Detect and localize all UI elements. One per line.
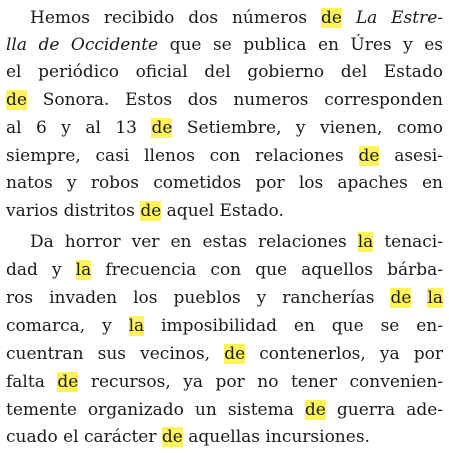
highlight-word: la [357, 232, 374, 252]
text-segment: falta [6, 372, 45, 392]
highlight-word: de [358, 146, 380, 166]
text-segment: contenerlos, ya por [259, 344, 443, 364]
paragraph-1-line-4 [6, 88, 443, 112]
paragraph-2-line-2 [6, 258, 443, 282]
paragraph-1-line-5 [6, 116, 443, 140]
text-segment: aquellas incursiones. [188, 427, 370, 447]
text-segment: aquel Estado. [166, 201, 284, 221]
paragraph-2-line-4 [6, 314, 443, 338]
text-segment: recursos, ya por no tener convenien- [90, 372, 443, 392]
highlight-word: de [140, 201, 162, 221]
paragraph-1-line-8 [6, 199, 443, 223]
text-segment: Setiembre, y vienen, como [186, 118, 443, 138]
text-segment: ros invaden los pueblos y rancherías [6, 288, 375, 308]
text-segment: cuado el carácter [6, 427, 157, 447]
text-segment: el periódico oficial del gobierno del Estado [6, 62, 443, 82]
text-segment: dad y [6, 260, 62, 280]
text-segment: cuentran sus vecinos, [6, 344, 211, 364]
text-segment: tenaci- [384, 232, 443, 252]
text-segment: varios distritos [6, 201, 135, 221]
paragraph-2-line-7 [6, 398, 443, 422]
text-segment: guerra ade- [336, 400, 443, 420]
highlight-word: de [161, 427, 183, 447]
highlight-word: la [128, 316, 145, 336]
paragraph-2-line-1 [30, 230, 443, 254]
paragraph-2-line-6 [6, 370, 443, 394]
paragraph-2-line-5 [6, 342, 443, 366]
text-segment: temente organizado un sistema [6, 400, 294, 420]
highlight-word: de [151, 118, 173, 138]
paragraph-2-line-8 [6, 425, 443, 449]
highlight-word: de [304, 400, 326, 420]
paragraph-1-line-1 [30, 6, 443, 30]
text-segment: natos y robos cometidos por los apaches en [6, 173, 443, 193]
highlight-word: la [427, 288, 443, 308]
italic-text: La Estre- [355, 8, 443, 28]
italic-text: lla de Occidente [6, 35, 159, 55]
text-segment: Da horror ver en estas relaciones [30, 232, 347, 252]
text-segment: siempre, casi llenos con relaciones [6, 146, 344, 166]
paragraph-2-line-3 [6, 286, 443, 310]
text-segment: que se publica en Úres y es [169, 35, 443, 55]
highlight-word: de [57, 372, 79, 392]
text-segment: imposibilidad en que se en- [161, 316, 443, 336]
text-segment: frecuencia con que aquellos bárba- [105, 260, 443, 280]
highlight-word: de [224, 344, 246, 364]
paragraph-1-line-7 [6, 171, 443, 195]
text-segment: comarca, y [6, 316, 112, 336]
paragraph-1-line-3 [6, 60, 443, 84]
paragraph-1-line-6 [6, 144, 443, 168]
paragraph-1-line-2 [6, 33, 443, 57]
highlight-word: de [390, 288, 412, 308]
highlight-word: de [321, 8, 342, 28]
text-segment: al 6 y al 13 [6, 118, 137, 138]
text-segment: Hemos recibido dos números [30, 8, 308, 28]
highlight-word: la [75, 260, 92, 280]
text-segment: asesi- [394, 146, 443, 166]
highlight-word: de [6, 90, 27, 110]
text-segment: Sonora. Estos dos numeros corresponden [42, 90, 443, 110]
